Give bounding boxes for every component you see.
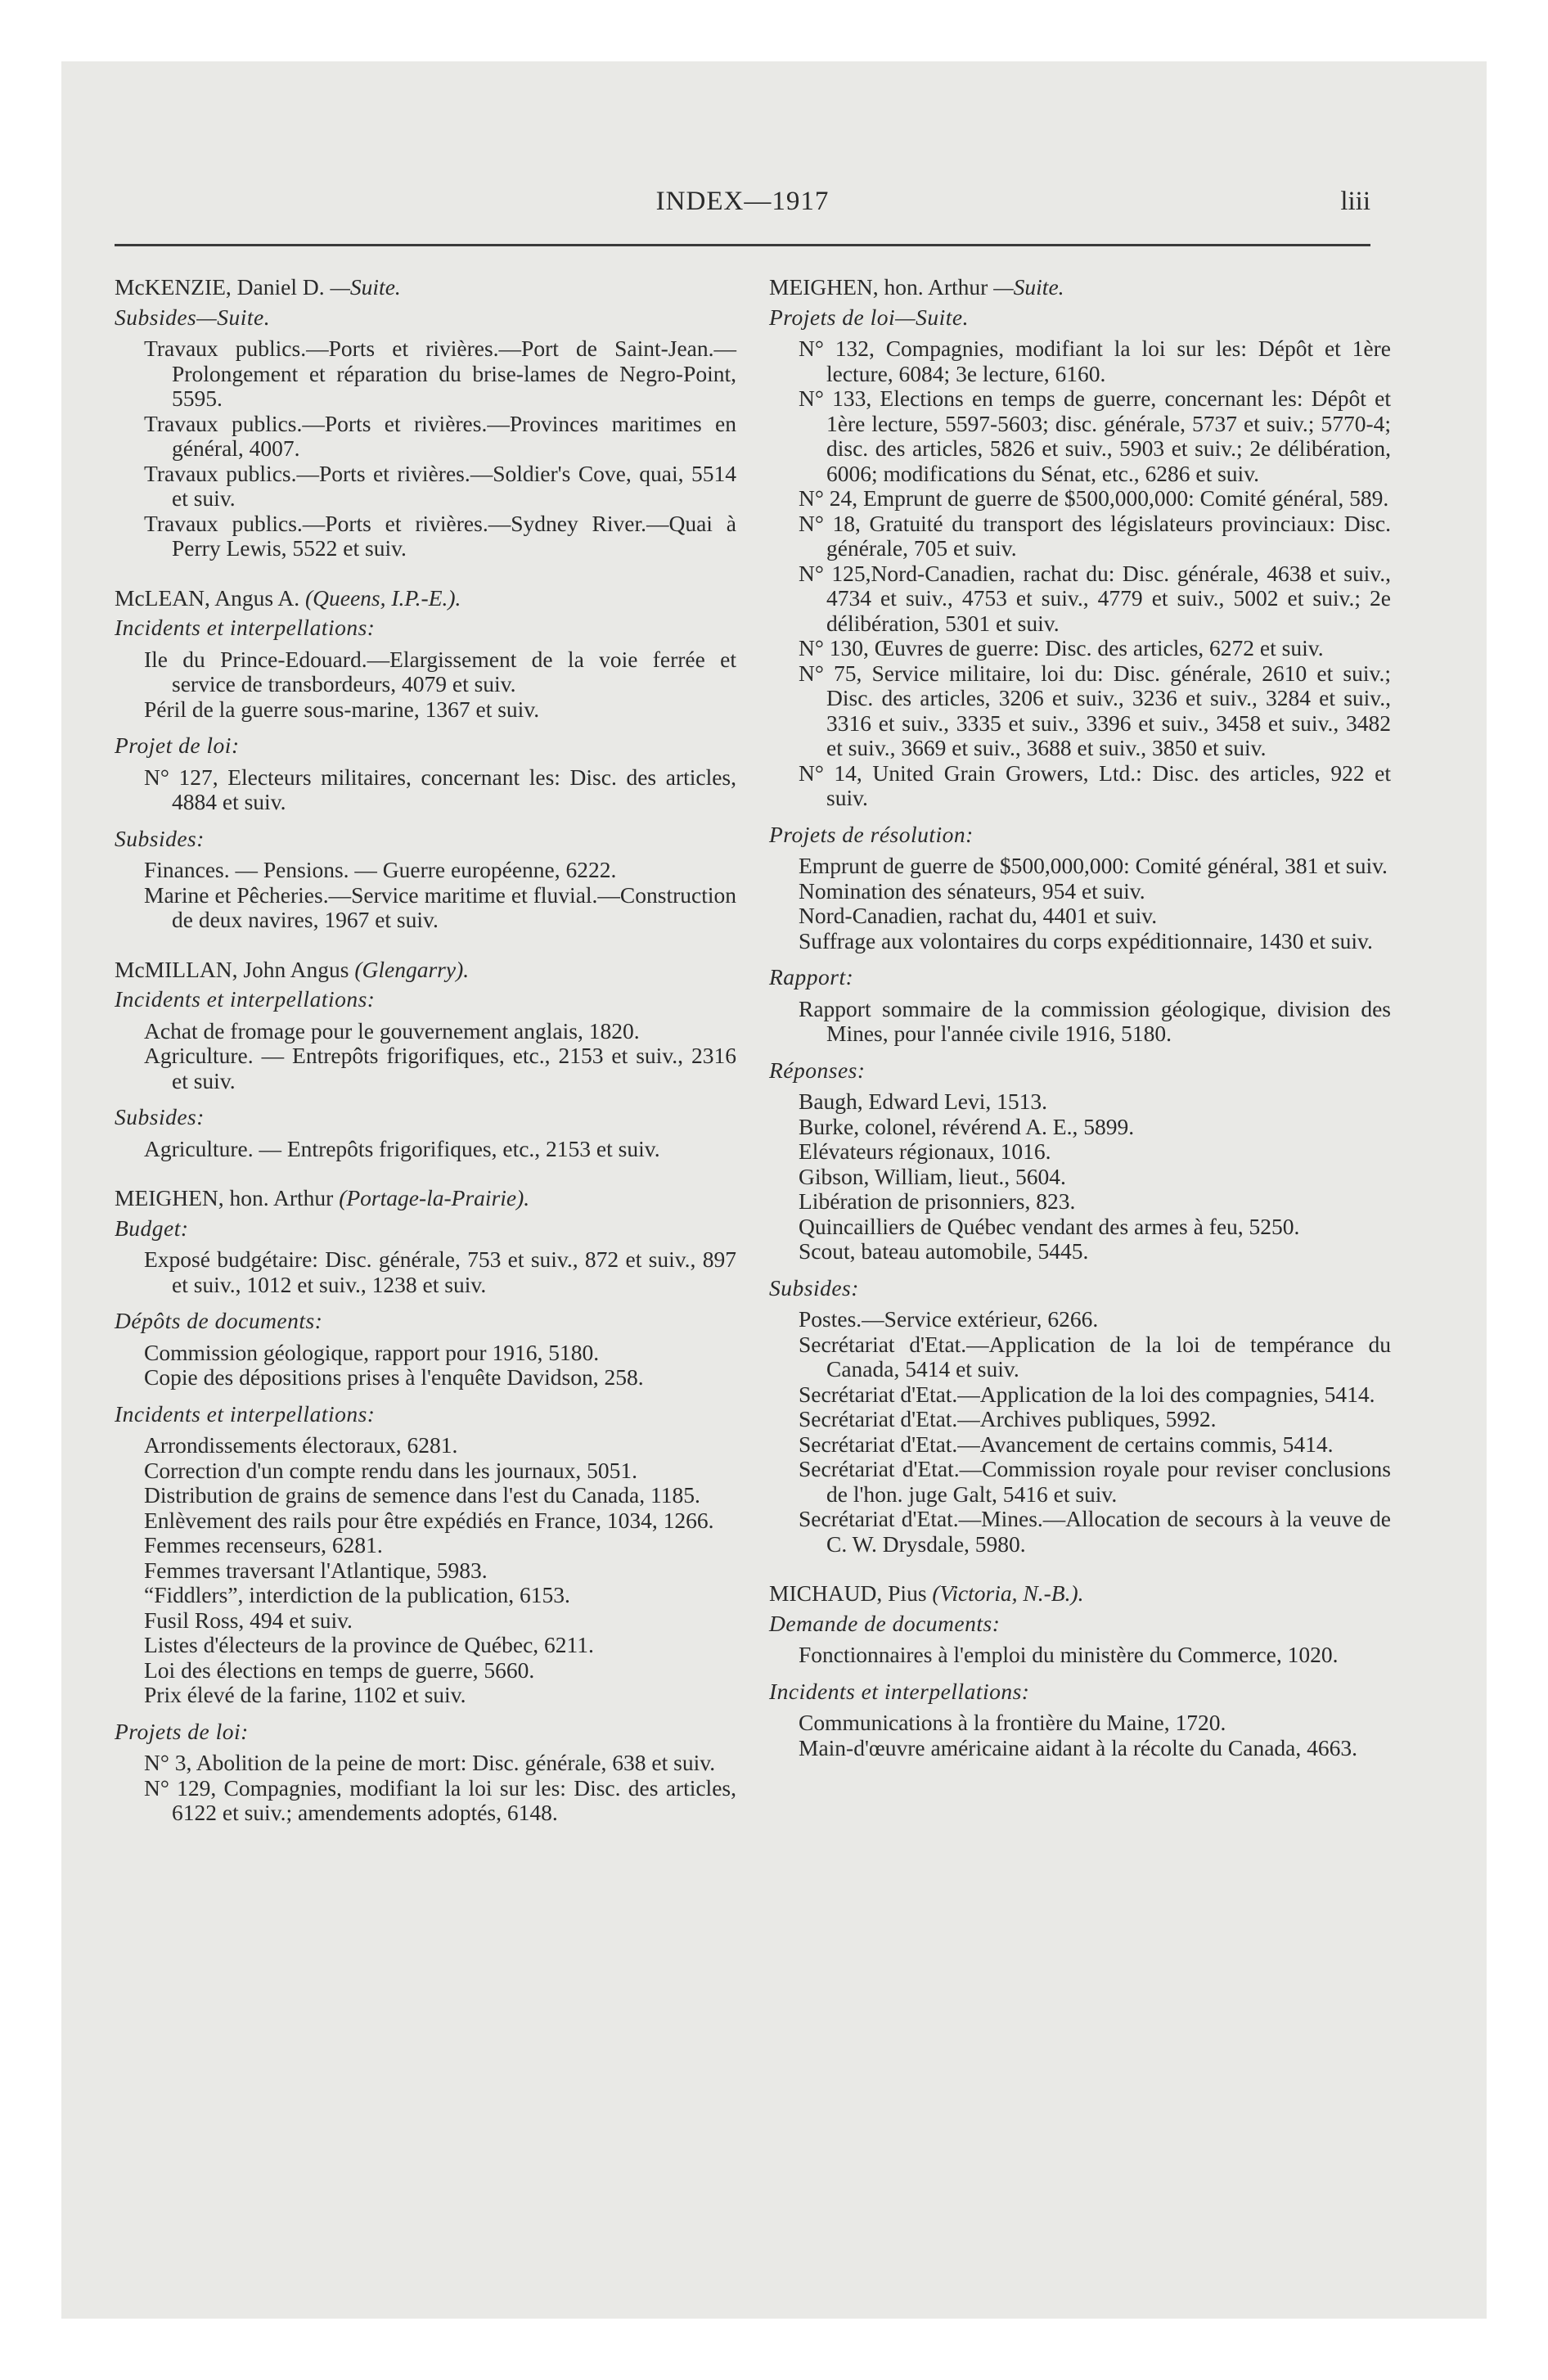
section-rubric: Projets de loi: bbox=[115, 1718, 249, 1744]
person-name: MEIGHEN, hon. Arthur bbox=[115, 1185, 334, 1210]
index-entry: Péril de la guerre sous-marine, 1367 et suiv. bbox=[144, 696, 540, 722]
index-entry: Agriculture. — Entrepôts frigorifiques, etc., 2153 et suiv. bbox=[144, 1135, 660, 1161]
index-entry-block bbox=[115, 958, 736, 1162]
index-entry: Secrétariat d'Etat.—Application de la loi des compagnies, 5414. bbox=[799, 1381, 1375, 1407]
index-section bbox=[769, 1679, 1391, 1761]
index-entry: Travaux publics.—Ports et rivières.—Port de Saint-Jean.—Prolongement et réparation du brise-lames de Negro-Point, 5595. bbox=[144, 336, 736, 411]
index-entry: Suffrage aux volontaires du corps expéditionnaire, 1430 et suiv. bbox=[799, 927, 1373, 953]
index-entry: Commission géologique, rapport pour 1916, 5180. bbox=[144, 1339, 600, 1365]
index-section bbox=[115, 1402, 736, 1708]
page-title: INDEX—1917 bbox=[655, 187, 830, 216]
index-entry: Copie des dépositions prises à l'enquête Davidson, 258. bbox=[144, 1364, 644, 1390]
index-entry: N° 125,Nord-Canadien, rachat du: Disc. générale, 4638 et suiv., 4734 et suiv., 4753 et suiv., 4779 et suiv., 5002 et suiv.; 2e délibération, 5301 et suiv. bbox=[799, 560, 1391, 636]
person-heading bbox=[115, 275, 736, 300]
index-section bbox=[115, 733, 736, 815]
index-entry: N° 75, Service militaire, loi du: Disc. générale, 2610 et suiv.; Disc. des articles, 3206 et suiv., 3236 et suiv., 3284 et suiv., 3316 et suiv., 3335 et suiv., 3396 et suiv., 3458 et suiv., 3482 et suiv., 3669 et suiv., 3688 et suiv., 3850 et suiv. bbox=[799, 660, 1391, 760]
index-entry-block bbox=[769, 275, 1391, 1557]
index-entry: Baugh, Edward Levi, 1513. bbox=[799, 1089, 1047, 1114]
section-rubric: Subsides: bbox=[769, 1274, 859, 1300]
index-section bbox=[769, 1276, 1391, 1557]
index-entry: Femmes traversant l'Atlantique, 5983. bbox=[144, 1557, 488, 1583]
section-rubric: Budget: bbox=[115, 1215, 189, 1241]
index-entry: Secrétariat d'Etat.—Archives publiques, 5992. bbox=[799, 1406, 1217, 1431]
index-entry: Marine et Pêcheries.—Service maritime et fluvial.—Construction de deux navires, 1967 et suiv. bbox=[144, 881, 736, 932]
person-heading bbox=[769, 1581, 1391, 1607]
index-entry: Fonctionnaires à l'emploi du ministère du Commerce, 1020. bbox=[799, 1642, 1339, 1667]
page-header bbox=[115, 187, 1370, 228]
index-entry: Quincailliers de Québec vendant des armes à feu, 5250. bbox=[799, 1213, 1300, 1239]
index-entry: N° 130, Œuvres de guerre: Disc. des articles, 6272 et suiv. bbox=[799, 635, 1324, 660]
person-name: McKENZIE, Daniel D. bbox=[115, 274, 325, 300]
index-section bbox=[115, 615, 736, 722]
index-entry: Emprunt de guerre de $500,000,000: Comité général, 381 et suiv. bbox=[799, 853, 1388, 878]
section-rubric: Réponses: bbox=[769, 1057, 866, 1083]
section-rubric: Incidents et interpellations: bbox=[115, 615, 376, 640]
person-name: MICHAUD, Pius bbox=[769, 1580, 927, 1606]
section-rubric: Incidents et interpellations: bbox=[769, 1678, 1030, 1704]
index-section bbox=[115, 1216, 736, 1298]
section-rubric: Subsides—Suite. bbox=[115, 304, 271, 330]
index-entry: Finances. — Pensions. — Guerre européenne, 6222. bbox=[144, 857, 617, 882]
index-entry: Secrétariat d'Etat.—Commission royale pour reviser conclusions de l'hon. juge Galt, 5416 et suiv. bbox=[799, 1456, 1391, 1507]
header-rule bbox=[115, 244, 1370, 246]
index-entry: N° 3, Abolition de la peine de mort: Disc. générale, 638 et suiv. bbox=[144, 1750, 716, 1775]
person-heading bbox=[115, 1186, 736, 1211]
index-entry: Loi des élections en temps de guerre, 5660. bbox=[144, 1657, 535, 1683]
person-suffix: —Suite. bbox=[330, 274, 401, 300]
section-rubric: Demande de documents: bbox=[769, 1610, 1001, 1636]
right-column bbox=[769, 275, 1391, 1785]
index-section bbox=[115, 1720, 736, 1826]
person-suffix: (Queens, I.P.-E.). bbox=[305, 584, 461, 611]
index-entry: Communications à la frontière du Maine, 1720. bbox=[799, 1710, 1226, 1735]
index-entry: Fusil Ross, 494 et suiv. bbox=[144, 1607, 353, 1633]
index-entry: Elévateurs régionaux, 1016. bbox=[799, 1138, 1051, 1164]
index-section bbox=[115, 305, 736, 561]
index-entry: Arrondissements électoraux, 6281. bbox=[144, 1432, 458, 1458]
index-entry: Prix élevé de la farine, 1102 et suiv. bbox=[144, 1682, 466, 1707]
person-suffix: (Glengarry). bbox=[354, 956, 470, 982]
index-entry: Postes.—Service extérieur, 6266. bbox=[799, 1306, 1099, 1332]
index-section bbox=[769, 305, 1391, 811]
index-entry: “Fiddlers”, interdiction de la publication, 6153. bbox=[144, 1582, 570, 1607]
index-entry: N° 18, Gratuité du transport des législateurs provinciaux: Disc. générale, 705 et suiv. bbox=[799, 510, 1391, 561]
index-entry: Travaux publics.—Ports et rivières.—Provinces maritimes en général, 4007. bbox=[144, 410, 736, 461]
index-section bbox=[115, 1309, 736, 1391]
index-entry: N° 129, Compagnies, modifiant la loi sur les: Disc. des articles, 6122 et suiv.; amendements adoptés, 6148. bbox=[144, 1774, 736, 1825]
section-rubric: Incidents et interpellations: bbox=[115, 1400, 376, 1427]
section-rubric: Incidents et interpellations: bbox=[115, 986, 376, 1012]
section-rubric: Subsides: bbox=[115, 825, 205, 851]
index-entry-block bbox=[115, 275, 736, 561]
index-entry: N° 133, Elections en temps de guerre, concernant les: Dépôt et 1ère lecture, 5597-5603; disc. générale, 5737 et suiv.; 5770-4; disc. des articles, 5826 et suiv., 5903 et suiv.; 2e délibération, 6006; modifications du Sénat, etc., 6286 et suiv. bbox=[799, 385, 1391, 486]
index-entry-block bbox=[769, 1581, 1391, 1760]
index-section bbox=[769, 823, 1391, 954]
index-section bbox=[115, 1105, 736, 1161]
index-entry: Travaux publics.—Ports et rivières.—Soldier's Cove, quai, 5514 et suiv. bbox=[144, 460, 736, 511]
index-entry: Listes d'électeurs de la province de Québec, 6211. bbox=[144, 1632, 594, 1657]
index-entry: Secrétariat d'Etat.—Application de la loi de tempérance du Canada, 5414 et suiv. bbox=[799, 1331, 1391, 1382]
left-column bbox=[115, 275, 736, 1850]
person-name: McLEAN, Angus A. bbox=[115, 584, 300, 611]
index-section bbox=[769, 1611, 1391, 1668]
person-name: McMILLAN, John Angus bbox=[115, 956, 349, 982]
index-entry: Exposé budgétaire: Disc. générale, 753 et suiv., 872 et suiv., 897 et suiv., 1012 et suiv., 1238 et suiv. bbox=[144, 1246, 736, 1297]
section-rubric: Subsides: bbox=[115, 1104, 205, 1129]
index-entry: Secrétariat d'Etat.—Avancement de certains commis, 5414. bbox=[799, 1431, 1334, 1457]
index-entry: Gibson, William, lieut., 5604. bbox=[799, 1163, 1066, 1189]
index-entry: Scout, bateau automobile, 5445. bbox=[799, 1238, 1089, 1264]
person-name: MEIGHEN, hon. Arthur bbox=[769, 274, 988, 300]
index-entry: N° 24, Emprunt de guerre de $500,000,000: Comité général, 589. bbox=[799, 485, 1389, 511]
person-heading bbox=[115, 958, 736, 983]
index-entry: Distribution de grains de semence dans l'est du Canada, 1185. bbox=[144, 1482, 700, 1508]
index-entry: Travaux publics.—Ports et rivières.—Sydney River.—Quai à Perry Lewis, 5522 et suiv. bbox=[144, 510, 736, 561]
section-rubric: Projets de résolution: bbox=[769, 821, 974, 847]
index-entry: Rapport sommaire de la commission géologique, division des Mines, pour l'année civile 1916, 5180. bbox=[799, 995, 1391, 1046]
index-section bbox=[115, 987, 736, 1093]
section-rubric: Projet de loi: bbox=[115, 732, 240, 758]
index-section bbox=[769, 965, 1391, 1047]
index-entry-block bbox=[115, 586, 736, 933]
index-entry: Main-d'œuvre américaine aidant à la récolte du Canada, 4663. bbox=[799, 1734, 1358, 1760]
index-entry: Secrétariat d'Etat.—Mines.—Allocation de secours à la veuve de C. W. Drysdale, 5980. bbox=[799, 1506, 1391, 1557]
index-entry: Libération de prisonniers, 823. bbox=[799, 1188, 1076, 1214]
index-entry: N° 14, United Grain Growers, Ltd.: Disc. des articles, 922 et suiv. bbox=[799, 760, 1391, 810]
index-entry: Ile du Prince-Edouard.—Elargissement de la voie ferrée et service de transbordeurs, 4079 et suiv. bbox=[144, 646, 736, 696]
section-rubric: Projets de loi—Suite. bbox=[769, 304, 969, 330]
person-heading bbox=[115, 586, 736, 611]
index-section bbox=[769, 1058, 1391, 1264]
index-section bbox=[115, 827, 736, 933]
index-entry-block bbox=[115, 1186, 736, 1826]
index-entry: Achat de fromage pour le gouvernement anglais, 1820. bbox=[144, 1017, 640, 1044]
index-entry: Correction d'un compte rendu dans les journaux, 5051. bbox=[144, 1457, 637, 1483]
index-entry: Burke, colonel, révérend A. E., 5899. bbox=[799, 1113, 1135, 1139]
index-entry: Nord-Canadien, rachat du, 4401 et suiv. bbox=[799, 903, 1158, 928]
section-rubric: Rapport: bbox=[769, 964, 854, 989]
person-suffix: —Suite. bbox=[993, 274, 1064, 300]
index-entry: Nomination des sénateurs, 954 et suiv. bbox=[799, 877, 1145, 904]
section-rubric: Dépôts de documents: bbox=[115, 1308, 323, 1333]
person-heading bbox=[769, 275, 1391, 300]
index-entry: N° 127, Electeurs militaires, concernant les: Disc. des articles, 4884 et suiv. bbox=[144, 764, 736, 814]
page-number: liii bbox=[1340, 187, 1370, 216]
person-suffix: (Victoria, N.-B.). bbox=[932, 1580, 1084, 1606]
index-entry: Agriculture. — Entrepôts frigorifiques, etc., 2153 et suiv., 2316 et suiv. bbox=[144, 1043, 736, 1093]
index-entry: Femmes recenseurs, 6281. bbox=[144, 1532, 383, 1557]
index-entry: Enlèvement des rails pour être expédiés en France, 1034, 1266. bbox=[144, 1507, 714, 1533]
person-suffix: (Portage-la-Prairie). bbox=[339, 1185, 530, 1210]
index-entry: N° 132, Compagnies, modifiant la loi sur les: Dépôt et 1ère lecture, 6084; 3e lecture, 6160. bbox=[799, 336, 1391, 386]
